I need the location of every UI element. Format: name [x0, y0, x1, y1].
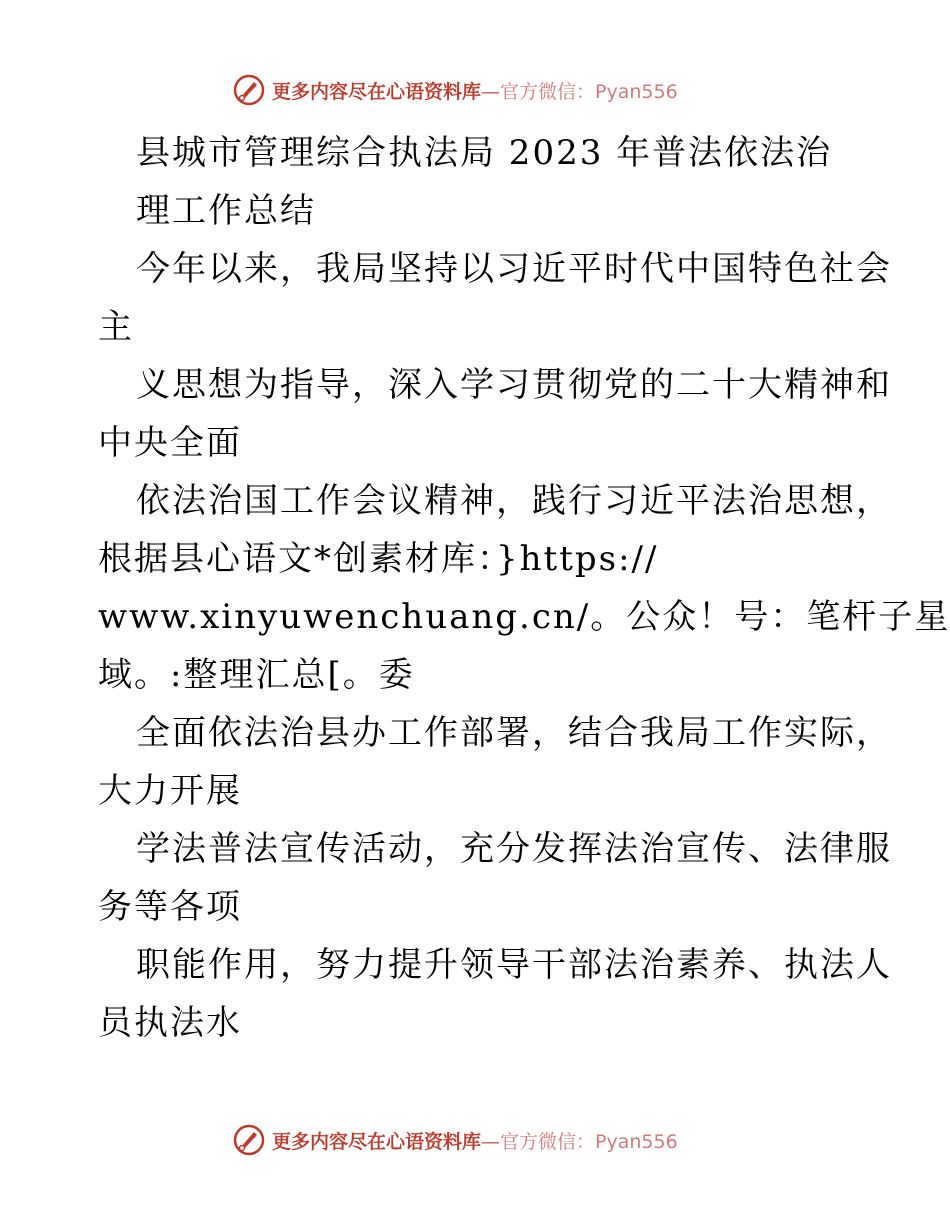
footer-wechat-id: 官方微信：Pyan556: [500, 1130, 678, 1153]
header-wechat-id: 官方微信：Pyan556: [500, 80, 678, 103]
document-title-line-2: 理工作总结: [136, 191, 316, 231]
header-site-name: 更多内容尽在心语资料库: [272, 80, 482, 103]
footer-site-name: 更多内容尽在心语资料库: [272, 1130, 482, 1153]
header-dash: —: [481, 80, 501, 103]
paragraph-line: 大力开展: [98, 771, 242, 811]
paragraph-line: 学法普法宣传活动，充分发挥法治宣传、法律服: [136, 829, 892, 869]
paragraph-line: 依法治国工作会议精神，践行习近平法治思想，: [136, 481, 892, 521]
brand-logo-icon: [232, 73, 266, 107]
paragraph-line: 职能作用，努力提升领导干部法治素养、执法人: [136, 945, 892, 985]
document-title-line-1: 县城市管理综合执法局 2023 年普法依法治: [136, 133, 833, 173]
paragraph-line: 员执法水: [98, 1003, 242, 1043]
footer-watermark-banner: [232, 1122, 678, 1158]
paragraph-line: 务等各项: [98, 887, 242, 927]
footer-dash: —: [481, 1130, 501, 1153]
paragraph-line: 全面依法治县办工作部署，结合我局工作实际，: [136, 713, 892, 753]
paragraph-line: www.xinyuwenchuang.cn/。公众！号：笔杆子星: [98, 597, 950, 637]
paragraph-line: 义思想为指导，深入学习贯彻党的二十大精神和: [136, 365, 892, 405]
header-watermark-text: [272, 77, 678, 104]
header-watermark-banner: [232, 72, 678, 108]
paragraph-line: 根据县心语文*创素材库：}https://: [98, 539, 659, 579]
paragraph-line: 今年以来，我局坚持以习近平时代中国特色社会: [136, 249, 892, 289]
document-body: [98, 124, 950, 1052]
paragraph-line: 主: [98, 307, 134, 347]
brand-logo-icon: [232, 1123, 266, 1157]
paragraph-line: 域。:整理汇总[。委: [98, 655, 415, 695]
footer-watermark-text: [272, 1127, 678, 1154]
paragraph-line: 中央全面: [98, 423, 242, 463]
